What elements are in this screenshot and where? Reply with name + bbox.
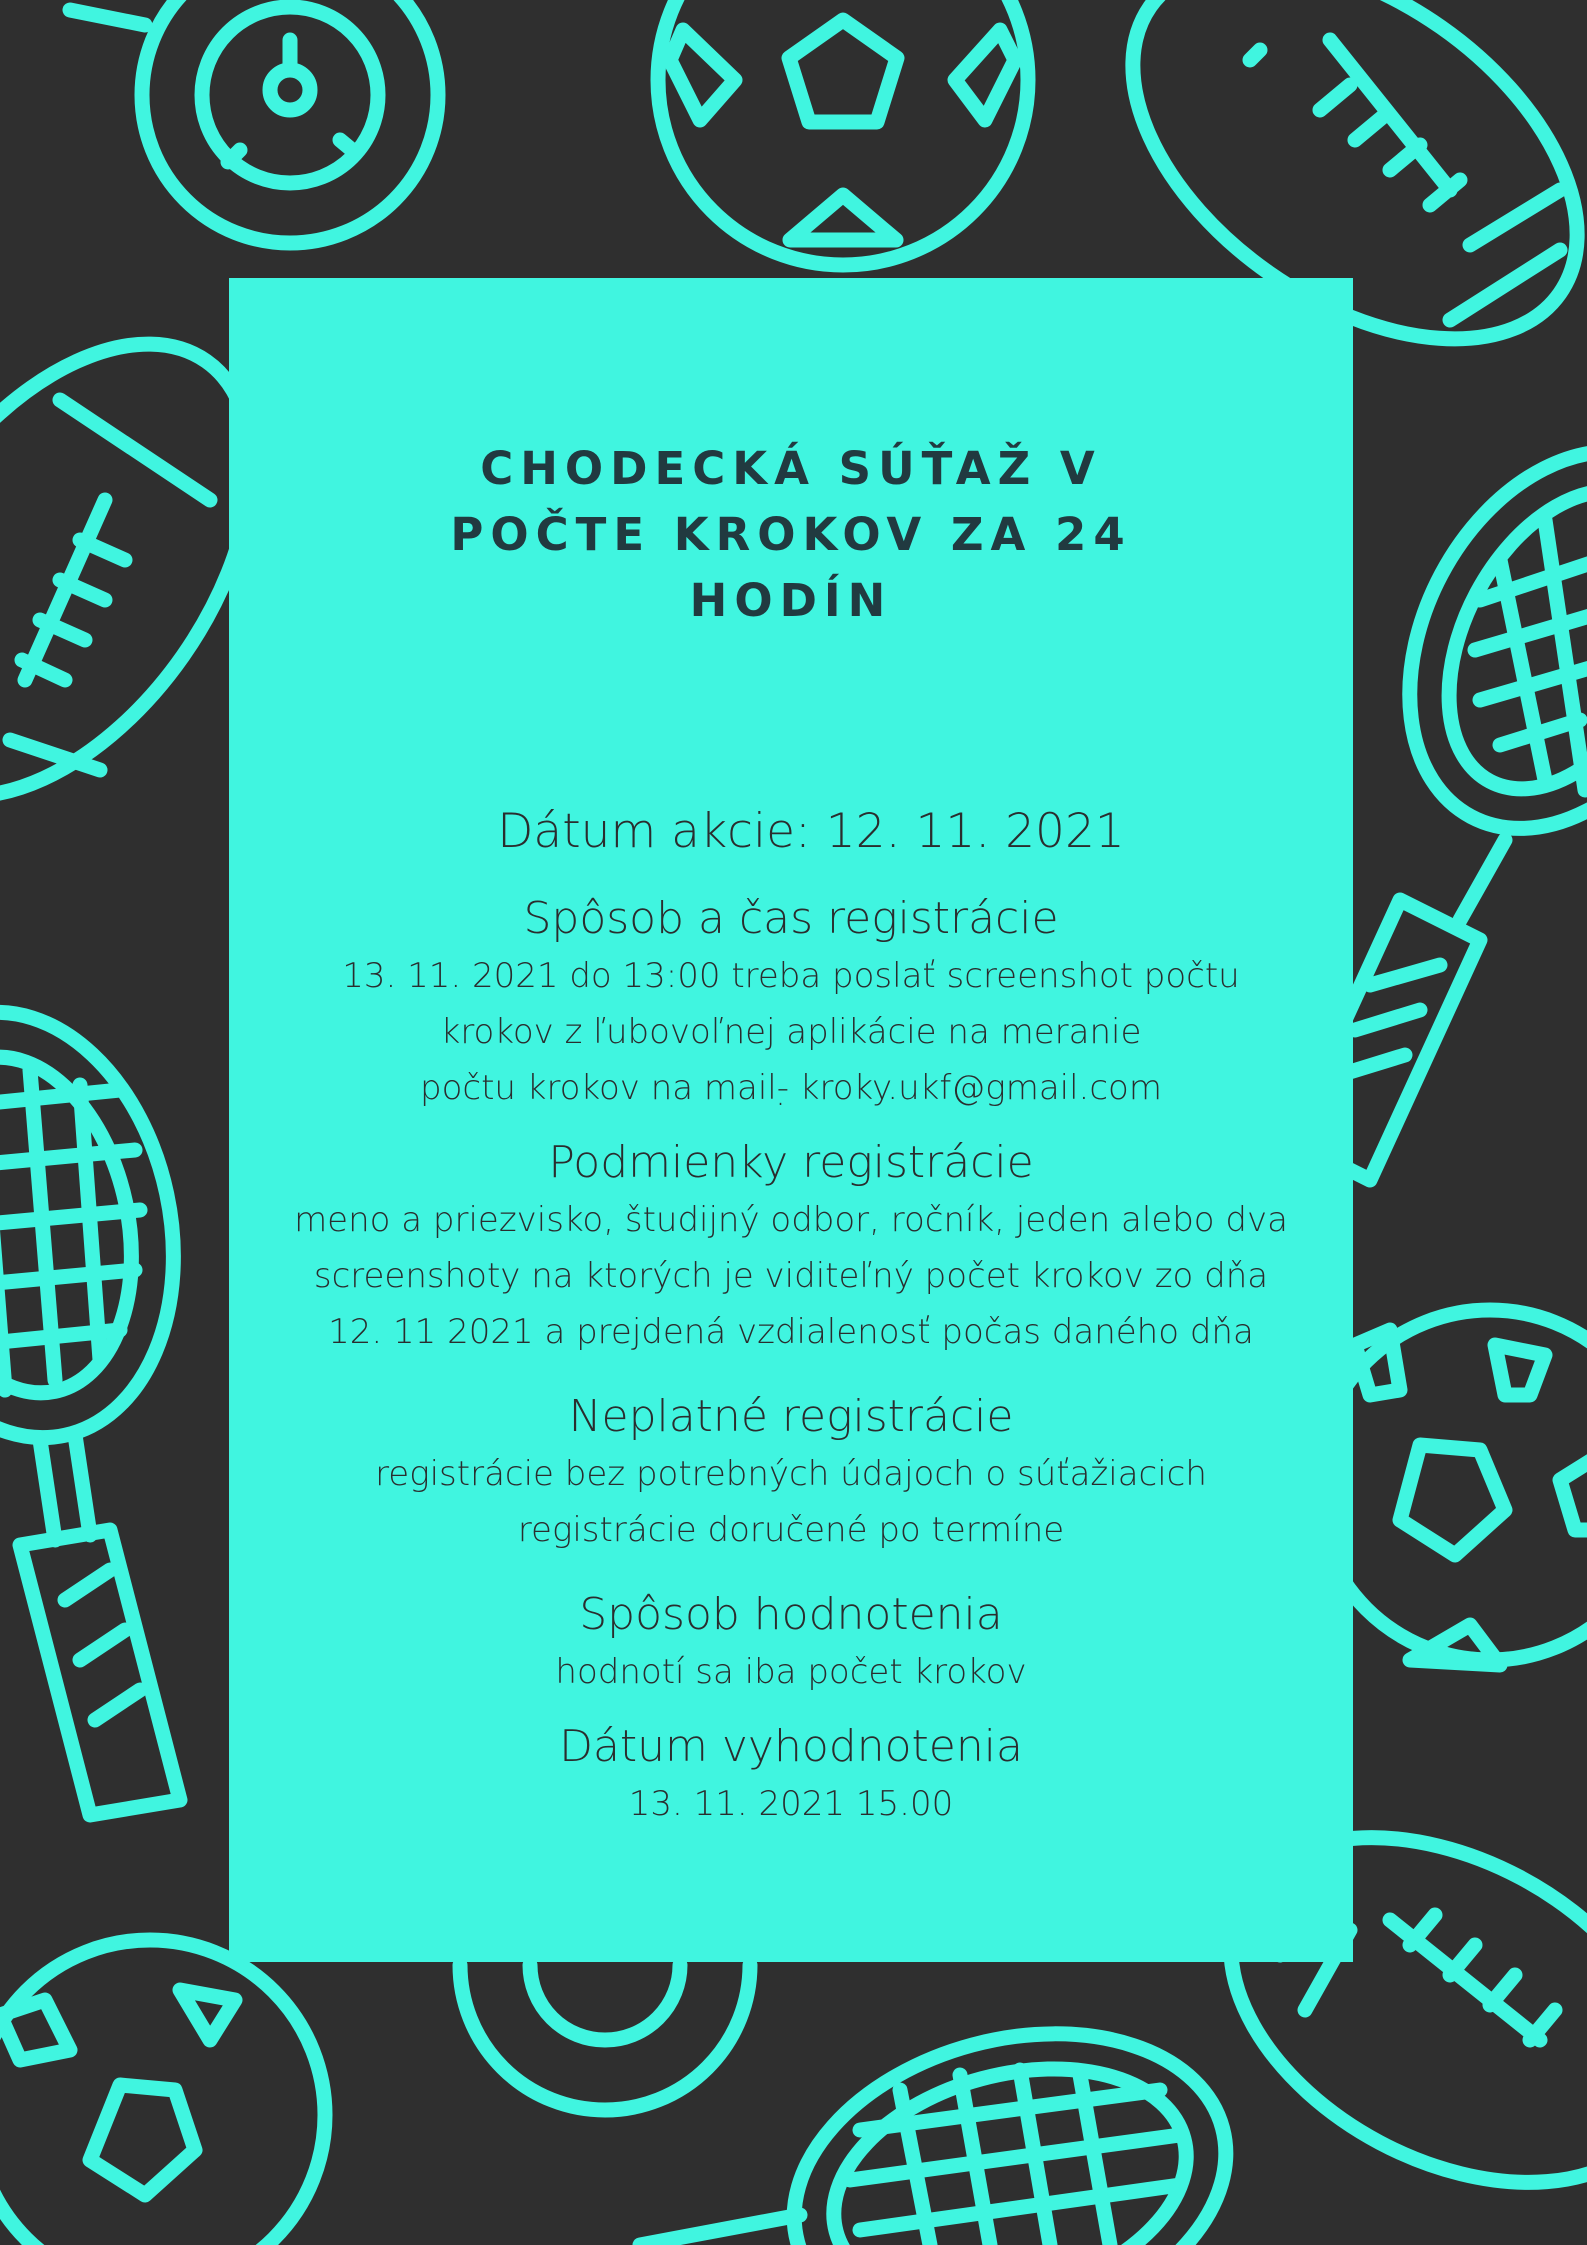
section-line: meno a priezvisko, študijný odbor, ročník, jeden alebo dva — [294, 1200, 1288, 1240]
section-heading: Dátum vyhodnotenia — [559, 1721, 1023, 1772]
section-line: hodnotí sa iba počet krokov — [555, 1652, 1027, 1692]
section-evaluation-date — [229, 1718, 1353, 1832]
title-line: CHODECKÁ SÚŤAŽ V — [480, 442, 1102, 495]
section-heading: Neplatné registrácie — [568, 1391, 1014, 1442]
tennis-racket-icon — [0, 984, 211, 1815]
title-line: POČTE KROKOV ZA 24 — [450, 508, 1132, 561]
info-card — [229, 278, 1353, 1962]
section-heading: Podmienky registrácie — [548, 1137, 1034, 1188]
section-heading: Spôsob hodnotenia — [579, 1589, 1003, 1640]
section-invalid-registrations — [229, 1388, 1353, 1558]
section-line: krokov z ľubovoľnej aplikácie na meranie — [440, 1012, 1142, 1052]
soccer-ball-icon — [1315, 1310, 1587, 1665]
section-registration-method — [229, 890, 1353, 1116]
section-line: 13. 11. 2021 15.00 — [628, 1784, 954, 1824]
section-line: 13. 11. 2021 do 13:00 treba poslať screenshot počtu — [342, 956, 1240, 996]
stopwatch-icon — [460, 1965, 750, 2110]
section-line: počtu krokov na mail-̣ kroky.ukf@gmail.com — [420, 1068, 1162, 1108]
section-line: screenshoty na ktorých je viditeľný počet krokov zo dňa — [313, 1256, 1269, 1296]
soccer-ball-icon — [0, 1940, 325, 2245]
card-content — [229, 802, 1353, 1850]
section-evaluation-method — [229, 1586, 1353, 1700]
section-line: registrácie doručené po termíne — [517, 1510, 1065, 1550]
section-heading: Spôsob a čas registrácie — [523, 893, 1059, 944]
soccer-ball-icon — [658, 0, 1028, 265]
section-line: 12. 11 2021 a prejdená vzdialenosť počas daného dňa — [328, 1312, 1254, 1352]
stopwatch-icon — [70, 0, 438, 243]
section-registration-conditions — [229, 1134, 1353, 1360]
title-line: HODÍN — [689, 574, 893, 627]
section-line: registrácie bez potrebných údajoch o súťažiacich — [375, 1454, 1207, 1494]
event-date: Dátum akcie: 12. 11. 2021 — [497, 804, 1125, 859]
poster-title — [229, 436, 1353, 634]
